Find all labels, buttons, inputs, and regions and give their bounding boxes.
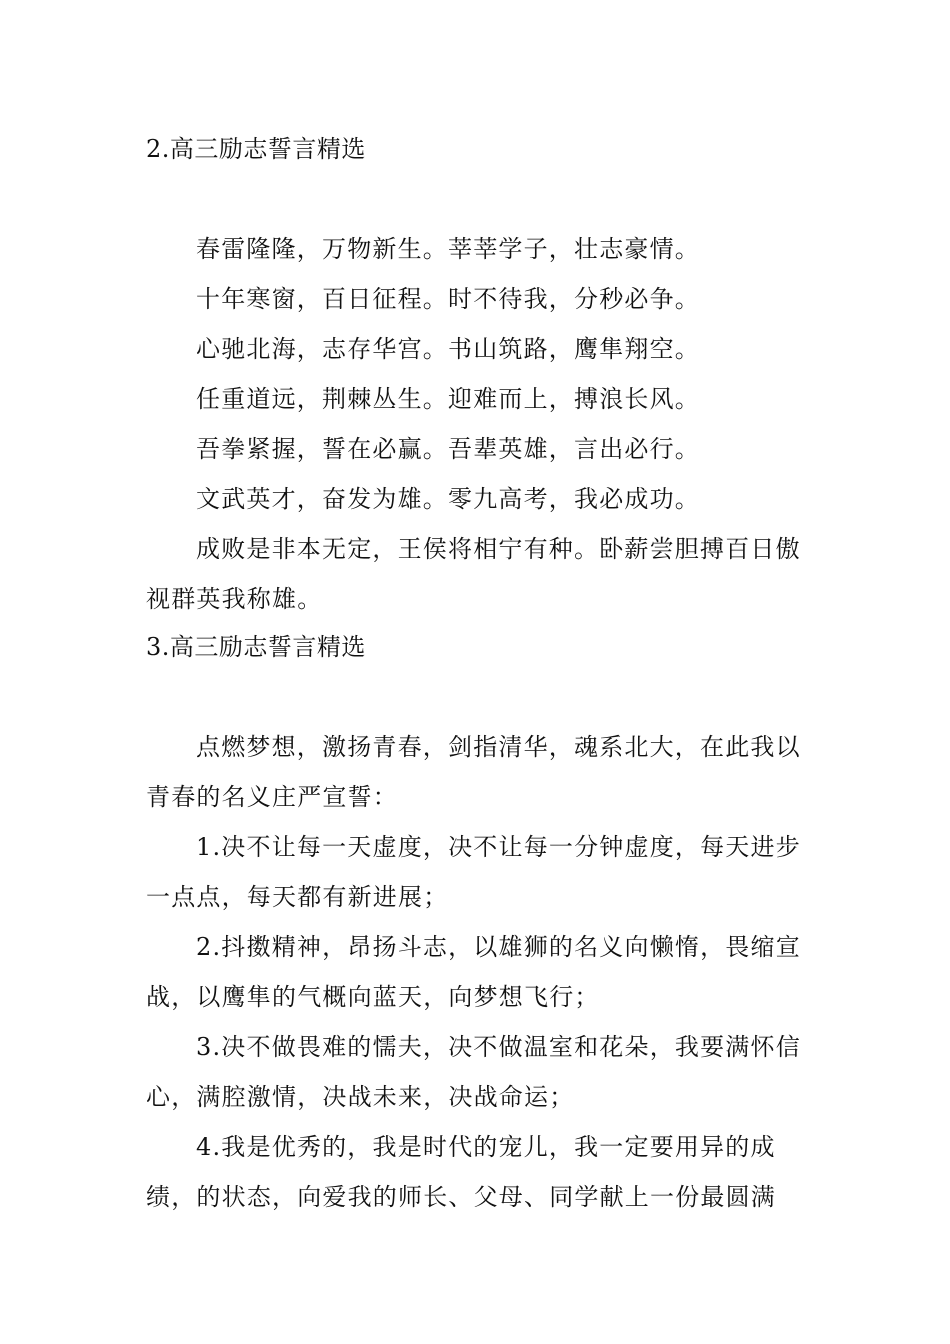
section-2-line-6: 文武英才，奋发为雄。零九高考，我必成功。 — [196, 485, 700, 513]
section-2-line-3: 心驰北海，志存华宫。书山筑路，鹰隼翔空。 — [196, 335, 700, 363]
section-3-item-2: 2.抖擞精神，昂扬斗志，以雄狮的名义向懒惰，畏缩宣战，以鹰隼的气概向蓝天，向梦想飞行； — [146, 933, 801, 1011]
section-2-line-5: 吾拳紧握，誓在必赢。吾辈英雄，言出必行。 — [196, 435, 700, 463]
section-3-title: 3.高三励志誓言精选 — [146, 633, 366, 661]
section-3-intro: 点燃梦想，激扬青春，剑指清华，魂系北大，在此我以青春的名义庄严宣誓： — [146, 733, 801, 811]
section-2-closing: 成败是非本无定，王侯将相宁有种。卧薪尝胆搏百日傲视群英我称雄。 — [146, 535, 801, 613]
section-3-item-4: 4.我是优秀的，我是时代的宠儿，我一定要用异的成绩，的状态，向爱我的师长、父母、同学献上一份最圆满 — [146, 1133, 776, 1211]
section-2-line-4: 任重道远，荆棘丛生。迎难而上，搏浪长风。 — [196, 385, 700, 413]
section-2-title: 2.高三励志誓言精选 — [146, 135, 366, 163]
section-3-item-3: 3.决不做畏难的懦夫，决不做温室和花朵，我要满怀信心，满腔激情，决战未来，决战命运； — [146, 1033, 801, 1111]
section-2-line-2: 十年寒窗，百日征程。时不待我，分秒必争。 — [196, 285, 700, 313]
section-3-item-1: 1.决不让每一天虚度，决不让每一分钟虚度，每天进步一点点，每天都有新进展； — [146, 833, 801, 911]
section-2-line-1: 春雷隆隆，万物新生。莘莘学子，壮志豪情。 — [196, 235, 700, 263]
